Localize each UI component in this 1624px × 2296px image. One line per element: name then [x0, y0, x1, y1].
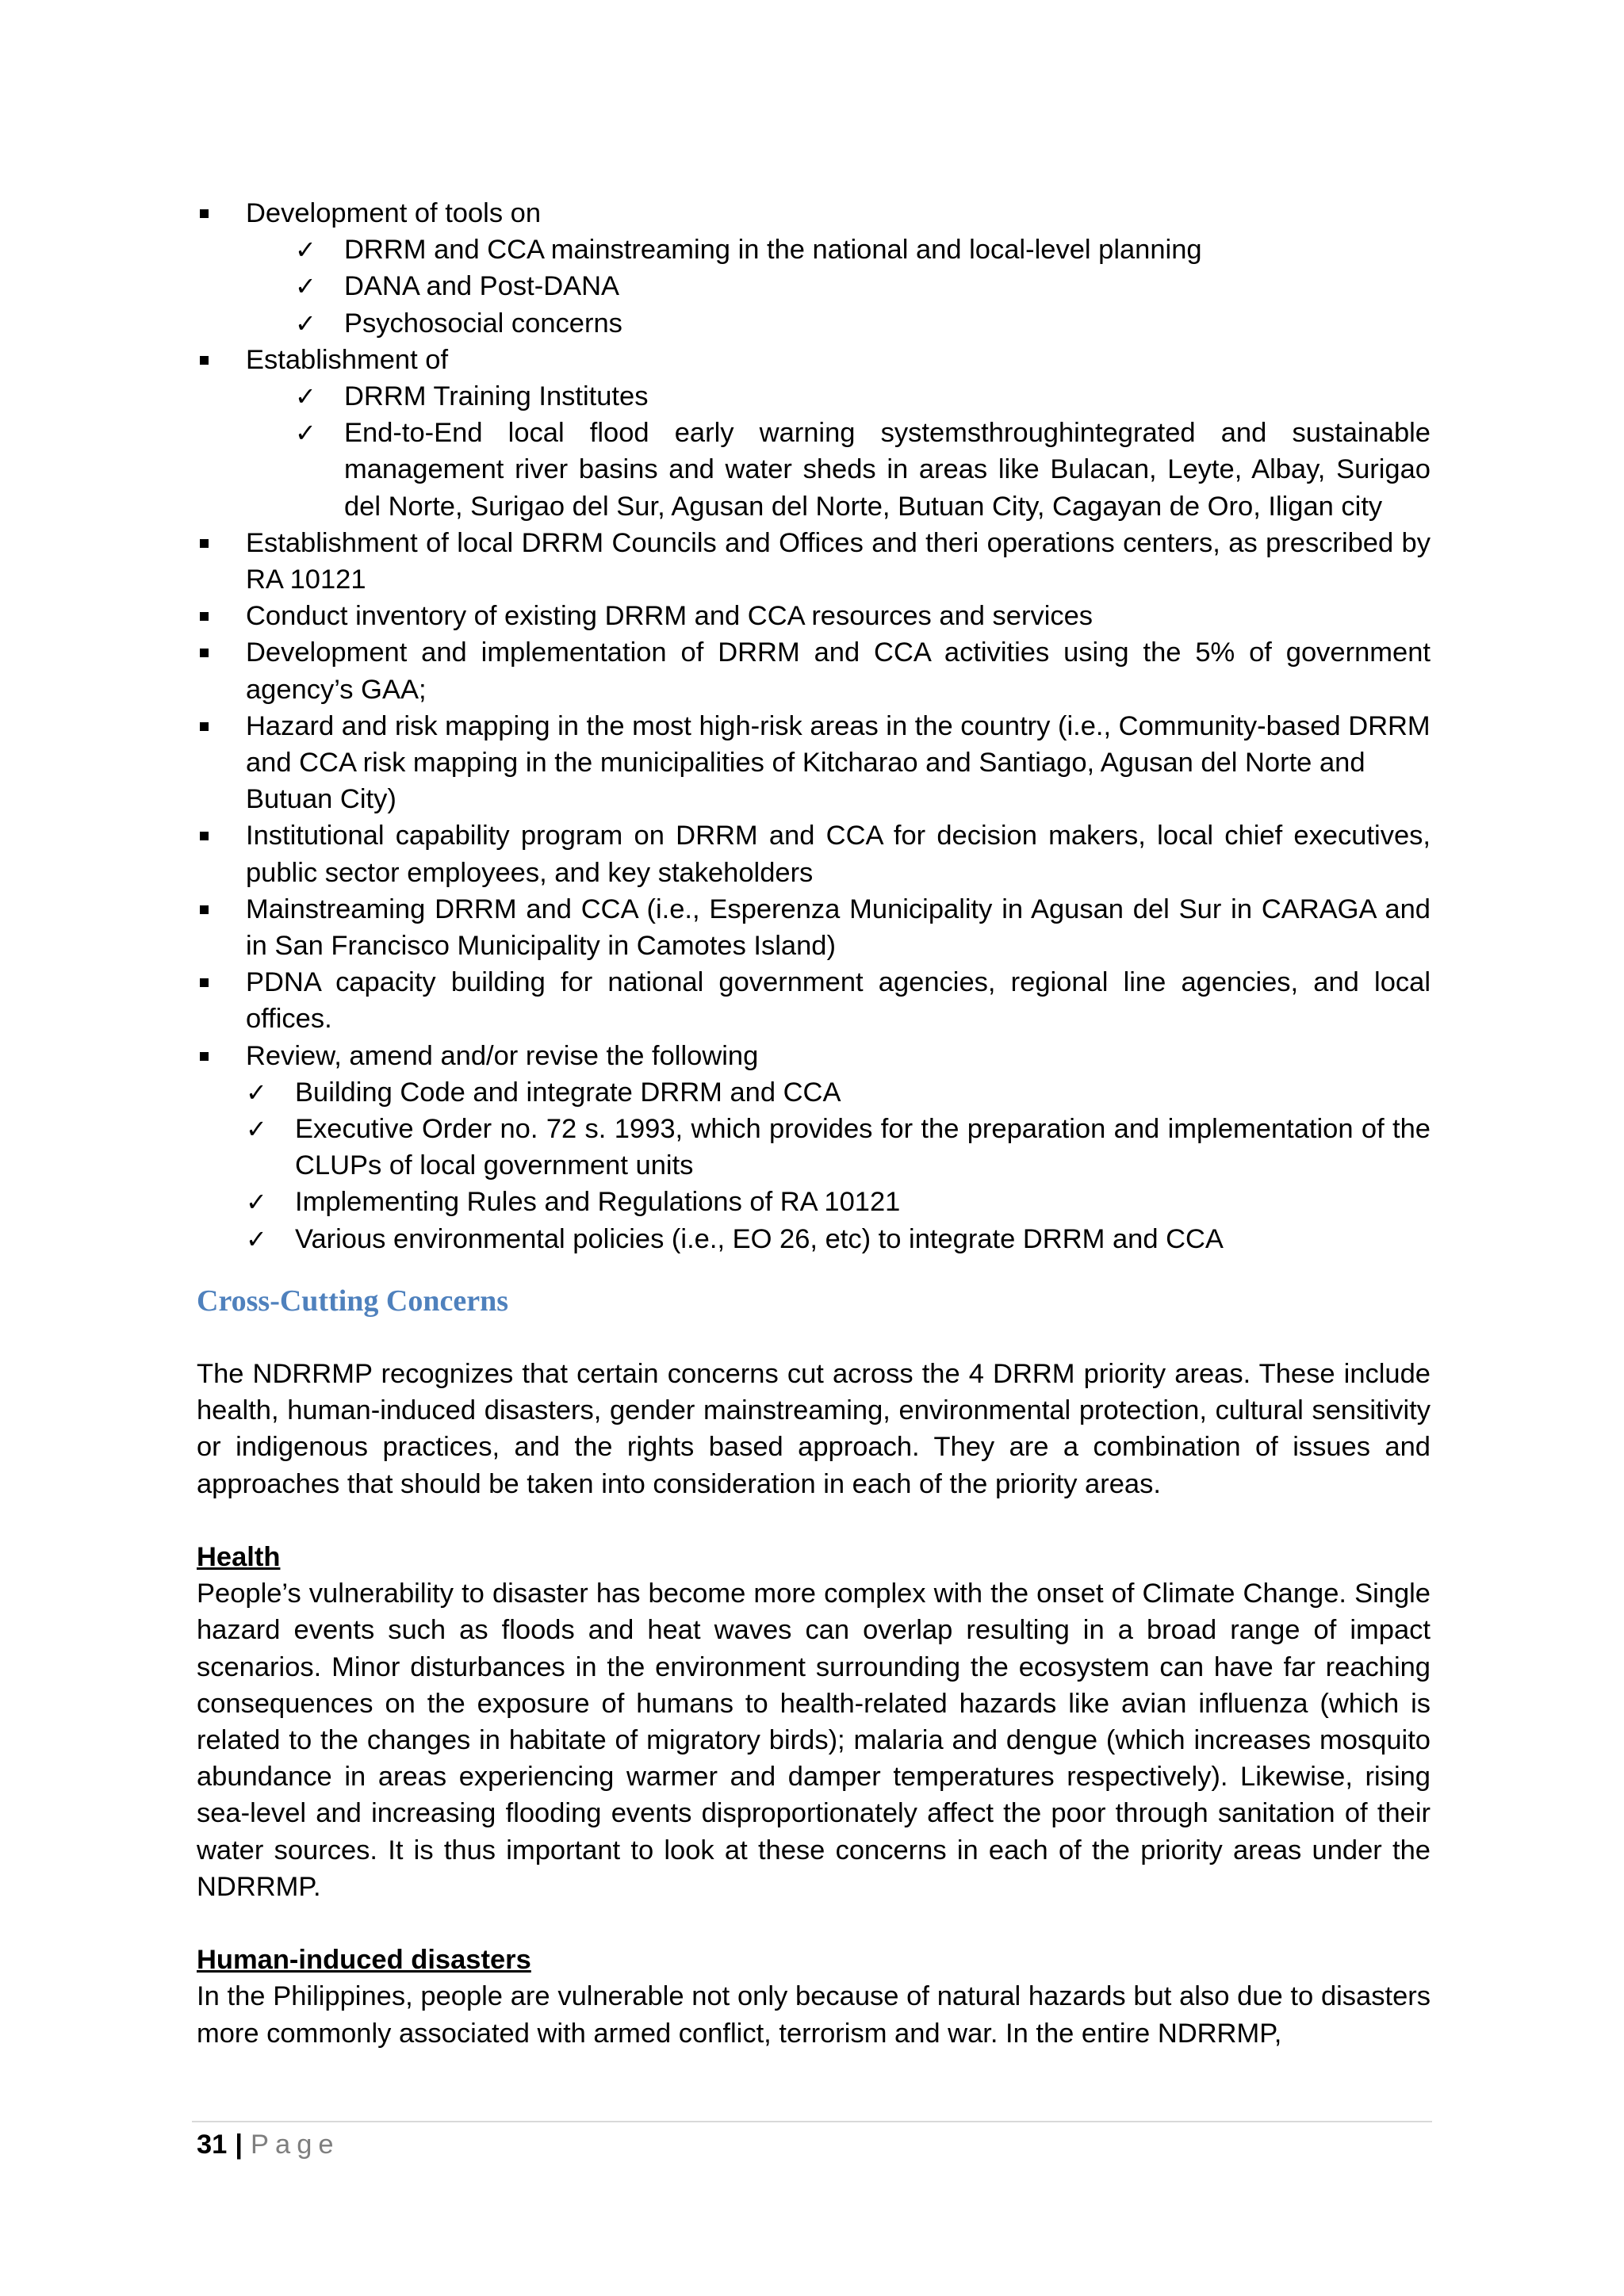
page-footer: [197, 2126, 340, 2163]
square-bullet-icon: [200, 612, 209, 621]
bullet-item: Institutional capability program on DRRM and CCA for decision makers, local chief executives, public sector employees, and key stakeholders: [197, 817, 1431, 890]
bullet-item: Establishment of: [197, 342, 1431, 378]
square-bullet-icon: [200, 539, 209, 548]
page-body: [197, 195, 1431, 2052]
checkmark-icon: ✓: [295, 271, 316, 302]
square-bullet-icon: [200, 978, 209, 987]
bullet-item: Establishment of local DRRM Councils and Offices and theri operations centers, as prescribed by RA 10121: [197, 525, 1431, 598]
checkmark-icon: ✓: [246, 1223, 267, 1254]
paragraph-gap: [197, 1502, 1431, 1539]
bullet-item: Conduct inventory of existing DRRM and CCA resources and services: [197, 598, 1431, 634]
square-bullet-icon: [200, 1052, 209, 1061]
square-bullet-icon: [200, 832, 209, 840]
checkmark-icon: ✓: [295, 418, 316, 449]
page-number: 31: [197, 2130, 228, 2160]
check-item: ✓ End-to-End local flood early warning systemsthroughintegrated and sustainable management river basins and water sheds in areas like Bulacan, Leyte, Albay, Surigao del Norte, Surigao del Sur, Agusan del Norte, Butuan City, Cagayan de Oro, Iligan city: [197, 415, 1431, 525]
check-item: ✓ Psychosocial concerns: [197, 305, 1431, 342]
square-bullet-icon: [200, 649, 209, 657]
check-item: ✓ Executive Order no. 72 s. 1993, which provides for the preparation and implementation of the CLUPs of local government units: [197, 1111, 1431, 1184]
checkmark-icon: ✓: [295, 235, 316, 266]
footer-divider: [192, 2121, 1432, 2122]
human-induced-paragraph: In the Philippines, people are vulnerable not only because of natural hazards but also due to disasters more commonly associated with armed conflict, terrorism and war. In the entire NDRRMP,: [197, 1981, 1431, 2049]
check-item: ✓ DRRM and CCA mainstreaming in the national and local-level planning: [197, 232, 1431, 268]
checkmark-icon: ✓: [246, 1114, 267, 1145]
page-label: Page: [251, 2130, 340, 2160]
bullet-item: PDNA capacity building for national government agencies, regional line agencies, and local offices.: [197, 964, 1431, 1037]
check-item: ✓ DRRM Training Institutes: [197, 378, 1431, 415]
check-item: ✓ Implementing Rules and Regulations of RA 10121: [197, 1184, 1431, 1220]
check-item: ✓ Building Code and integrate DRRM and CCA: [197, 1074, 1431, 1111]
bullet-item: Review, amend and/or revise the following: [197, 1038, 1431, 1074]
bullet-item: Hazard and risk mapping in the most high-risk areas in the country (i.e., Community-based DRRM and CCA risk mapping in the municipalities of Kitcharao and Santiago, Agusan del Norte and Butuan City): [197, 708, 1431, 818]
square-bullet-icon: [200, 722, 209, 731]
intro-paragraph: The NDRRMP recognizes that certain concerns cut across the 4 DRRM priority areas. These include health, human-induced disasters, gender mainstreaming, environmental protection, cultural sensitivity or indigenous practices, and the rights based approach. They are a combination of issues and approaches that should be taken into consideration in each of the priority areas.: [197, 1358, 1431, 1499]
bullet-item: Development and implementation of DRRM and CCA activities using the 5% of government agency’s GAA;: [197, 634, 1431, 707]
bullet-item: Development of tools on: [197, 195, 1431, 232]
section-heading: Cross-Cutting Concerns: [197, 1284, 509, 1318]
footer-separator: |: [235, 2130, 243, 2160]
check-item: ✓ Various environmental policies (i.e., EO 26, etc) to integrate DRRM and CCA: [197, 1221, 1431, 1257]
checkmark-icon: ✓: [295, 381, 316, 412]
checkmark-icon: ✓: [246, 1187, 267, 1218]
subheading-health: Health: [197, 1541, 281, 1572]
health-paragraph: People’s vulnerability to disaster has become more complex with the onset of Climate Change. Single hazard events such as floods and heat waves can overlap resulting in a broad range of impact scenarios. Minor disturbances in the environment surrounding the ecosystem can have far reaching consequences on the exposure of humans to health-related hazards like avian influenza (which is related to the changes in habitate of migratory birds); malaria and dengue (which increases mosquito abundance in areas experiencing warmer and damper temperatures respectively). Likewise, rising sea-level and increasing flooding events disproportionately affect the poor through sanitation of their water sources. It is thus important to look at these concerns in each of the priority areas under the NDRRMP.: [197, 1578, 1431, 1902]
checkmark-icon: ✓: [295, 308, 316, 339]
checkmark-icon: ✓: [246, 1077, 267, 1108]
bullet-item: Mainstreaming DRRM and CCA (i.e., Esperenza Municipality in Agusan del Sur in CARAGA and in San Francisco Municipality in Camotes Island): [197, 891, 1431, 964]
subheading-human-induced: Human-induced disasters: [197, 1945, 531, 1976]
square-bullet-icon: [200, 356, 209, 365]
square-bullet-icon: [200, 905, 209, 914]
square-bullet-icon: [200, 209, 209, 218]
paragraph-gap: [197, 1905, 1431, 1942]
check-item: ✓ DANA and Post-DANA: [197, 268, 1431, 304]
